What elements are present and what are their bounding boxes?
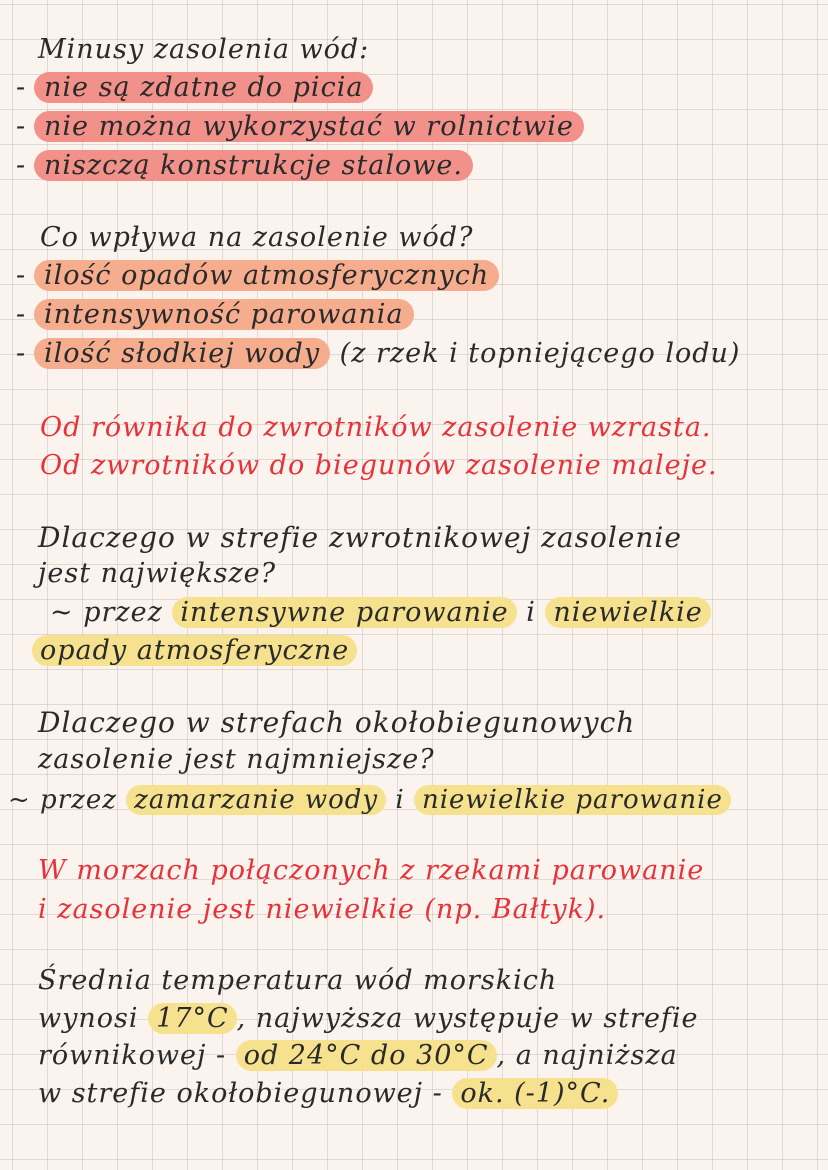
temp-line-2-a: wynosi [38,1003,139,1034]
highlight-red: nie są zdatne do picia [34,72,373,103]
baltyk-line-2: i zasolenie jest niewielkie (np. Bałtyk). [38,894,607,925]
temp-line-2 [38,1001,699,1037]
temp-line-3 [38,1038,678,1074]
minusy-item-2: - nie można wykorzystać w rolnictwie [8,109,584,145]
highlight-yellow: intensywne parowanie [172,597,516,628]
temp-line-1: Średnia temperatura wód morskich [38,965,558,996]
q1-line-1: Dlaczego w strefie zwrotnikowej zasolenie [38,521,682,554]
temp-line-2-b: , najwyższa występuje w strefie [236,1003,699,1034]
wplyw-item-2: - intensywność parowania [8,297,414,333]
highlight-yellow: zamarzanie wody [126,785,386,815]
highlight-yellow: niewielkie [545,597,710,628]
highlight-yellow: niewielkie parowanie [414,785,731,815]
temp-line-4-a: w strefie okołobiegunowej - [38,1078,443,1109]
q1-mid: i [526,597,536,628]
q2-prefix: ~ przez [8,785,117,815]
highlight-yellow: 17°C [148,1003,237,1034]
wplyw-item-1: - ilość opadów atmosferycznych [8,258,499,294]
wplyw-item-3: - ilość słodkiej wody (z rzek i topniejącego lodu) [15,338,741,369]
highlight-orange: ilość słodkiej wody [34,338,330,369]
wplyw-heading: Co wpływa na zasolenie wód? [40,222,474,253]
q2-line-1: Dlaczego w strefach okołobiegunowych [38,706,636,739]
q2-line-2: zasolenie jest najmniejsze? [38,744,435,775]
q1-answer-cont [32,633,357,669]
highlight-orange: intensywność parowania [34,299,414,330]
highlight-red: nie można wykorzystać w rolnictwie [34,111,584,142]
q1-prefix: ~ przez [50,597,163,628]
temp-line-4 [38,1076,618,1112]
rule-line-2: Od zwrotników do biegunów zasolenie maleje. [40,450,718,481]
highlight-yellow: od 24°C do 30°C [236,1040,497,1071]
q1-answer [50,595,711,631]
baltyk-line-1: W morzach połączonych z rzekami parowanie [38,855,705,886]
highlight-red: niszczą konstrukcje stalowe. [34,150,473,181]
temp-line-3-a: równikowej - [38,1040,227,1071]
q1-line-2: jest największe? [38,558,277,589]
minusy-heading: Minusy zasolenia wód: [38,34,370,65]
temp-line-3-b: , a najniższa [496,1040,678,1071]
minusy-item-1: - nie są zdatne do picia [8,70,373,106]
highlight-yellow: ok. (-1)°C. [452,1078,618,1109]
highlight-orange: ilość opadów atmosferycznych [34,260,499,291]
highlight-yellow: opady atmosferyczne [32,635,357,666]
rule-line-1: Od równika do zwrotników zasolenie wzrasta. [40,412,712,443]
minusy-item-3: - niszczą konstrukcje stalowe. [8,148,473,184]
q2-answer [8,782,731,818]
q2-mid: i [395,785,405,815]
wplyw-item-3-suffix: (z rzek i topniejącego lodu) [339,338,741,369]
